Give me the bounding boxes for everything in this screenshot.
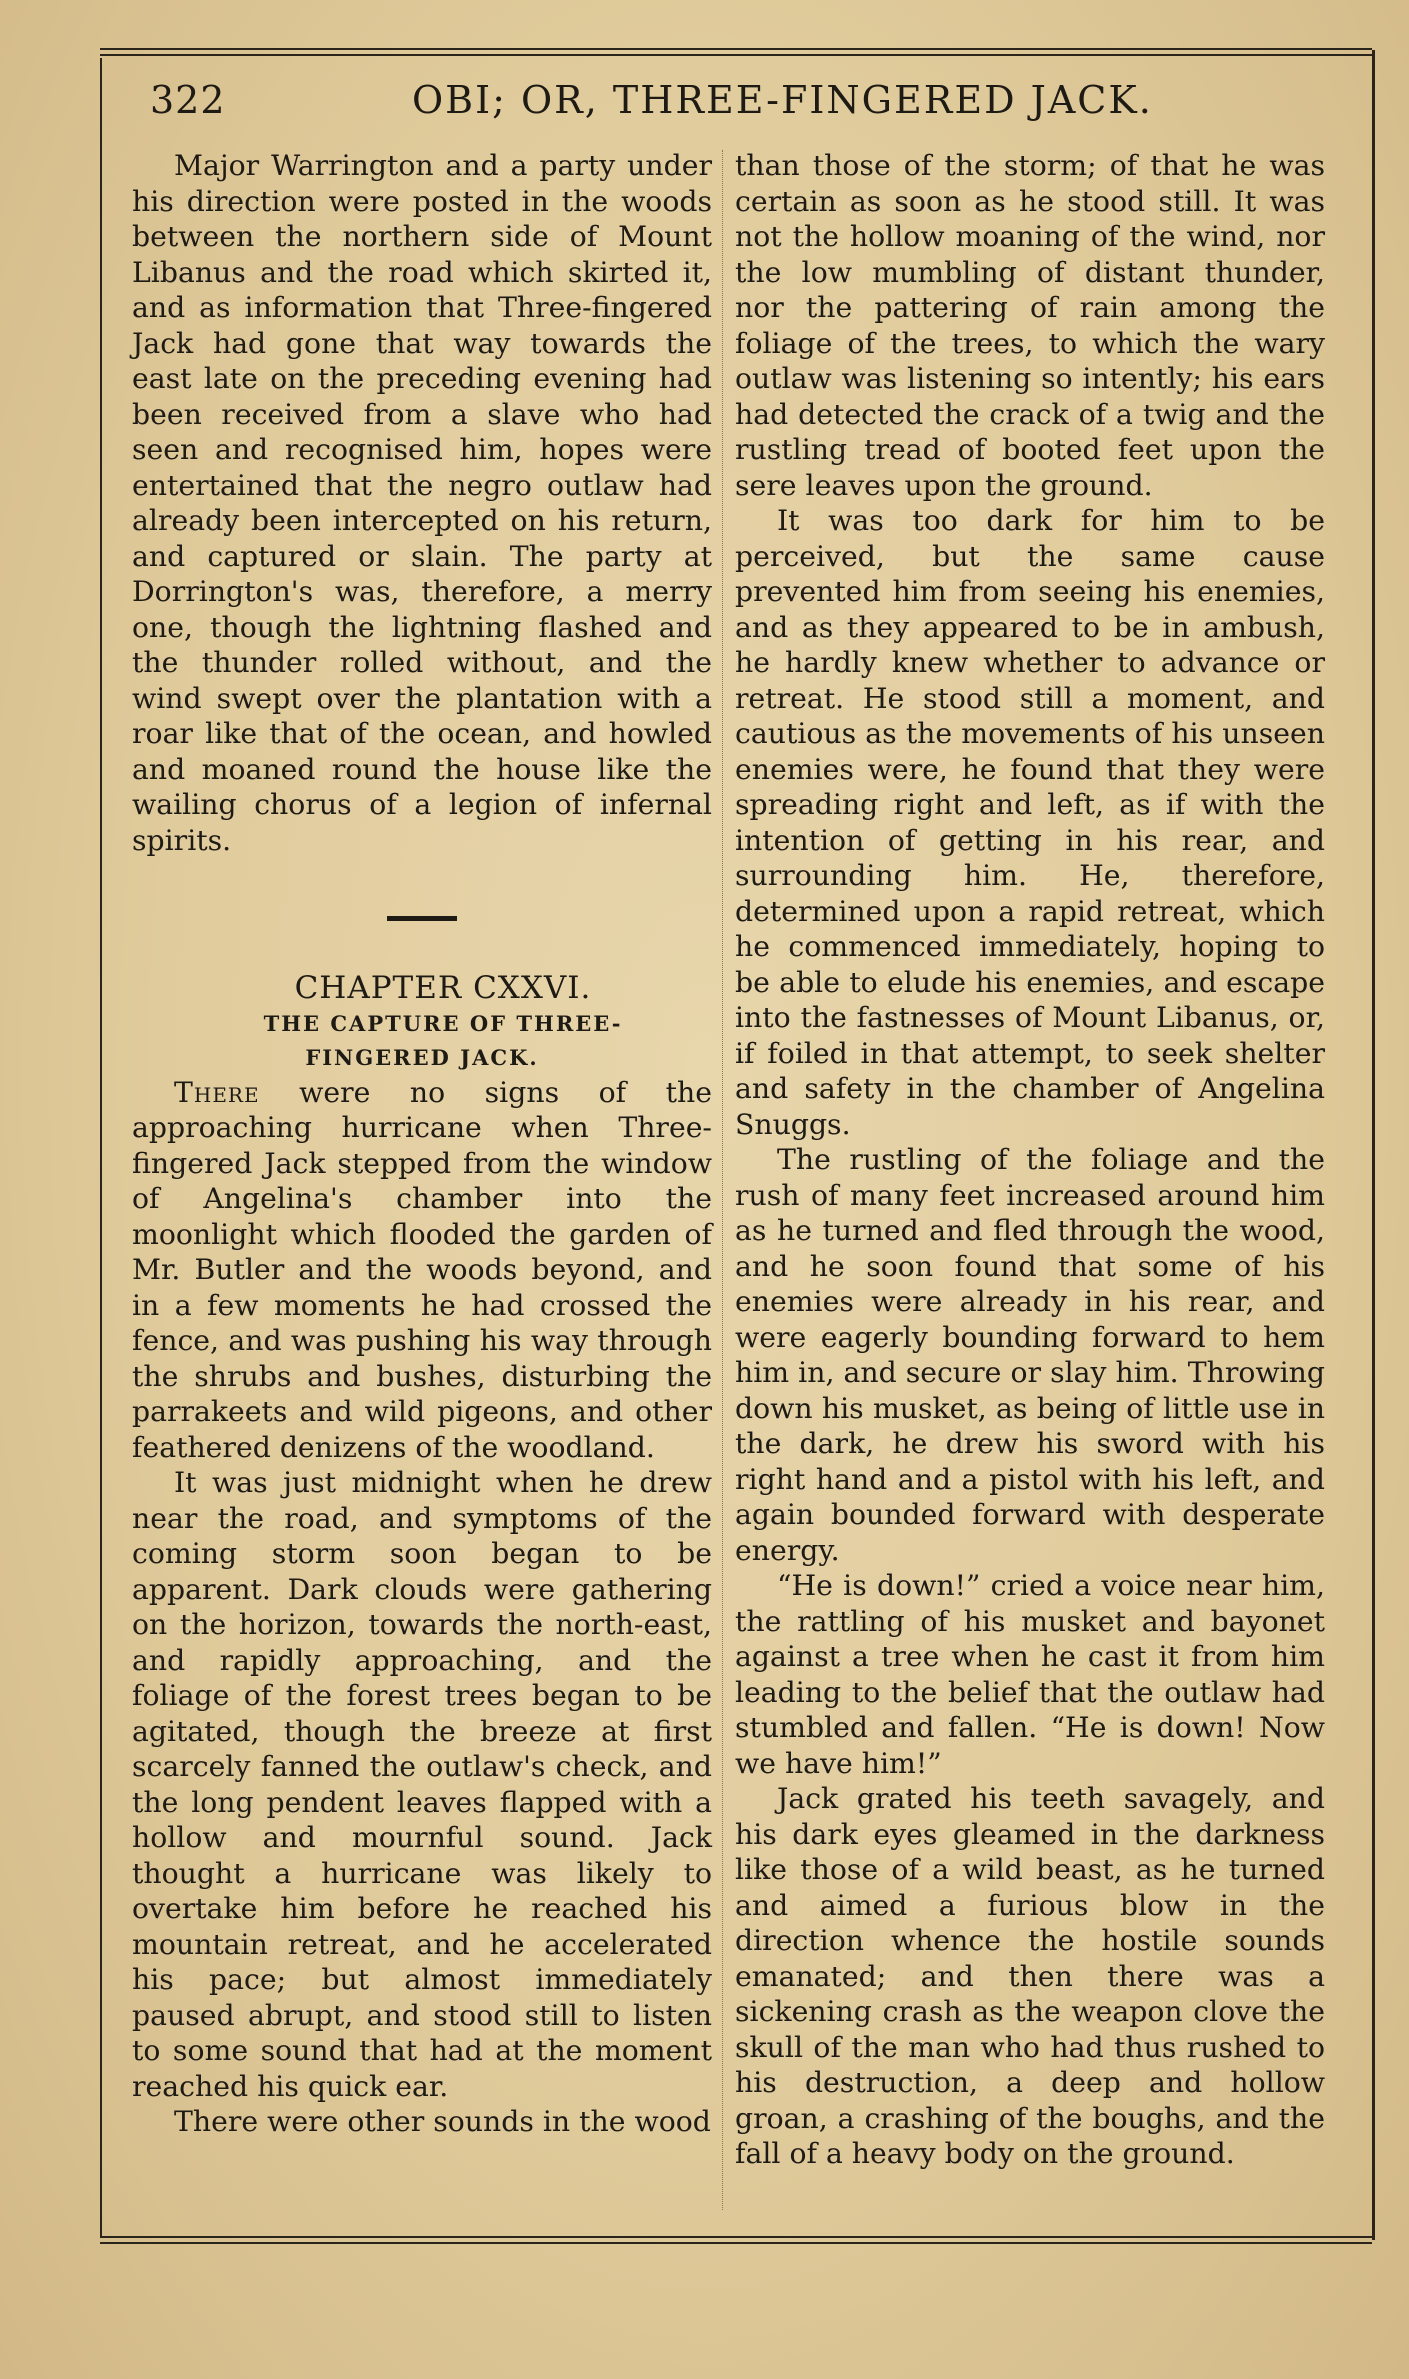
left-paragraph-2 <box>132 1075 712 1466</box>
paragraph-lead-word: There <box>174 1075 260 1109</box>
running-title: OBI; OR, THREE-FINGERED JACK. <box>412 78 1153 122</box>
right-paragraph-continued: than those of the storm; of that he was certain as soon as he stood still. It was not the hollow moaning of the wind, nor the low mumbling of distant thunder, nor the pattering of rain among the foliage of the trees, to which the wary outlaw was listening so intently; his ears had detected the crack of a twig and the rustling tread of booted feet upon the sere leaves upon the ground. <box>735 149 1325 502</box>
right-paragraph-3: The rustling of the foliage and the rush of many feet increased around him as he turned and fled through the wood, and he soon found that some of his enemies were already in his rear, and were eagerly bounding forward to hem him in, and secure or slay him. Throwing down his musket, as being of little use in the dark, he drew his sword with his right hand and a pistol with his left, and again bounded forward with desperate energy. <box>735 1143 1325 1567</box>
top-border-rule-inner <box>100 54 1372 56</box>
page-number: 322 <box>150 78 226 122</box>
right-border-rule <box>1372 50 1375 2240</box>
right-paragraph-2: It was too dark for him to be perceived, but the same cause prevented him from seeing his enemies, and as they appeared to be in ambush, he hardly knew whether to advance or retreat. He stood still a moment, and cautious as the movements of his unseen enemies were, he found that they were spreading right and left, as if with the intention of getting in his rear, and surrounding him. He, therefore, determined upon a rapid retreat, which he commenced immediately, hoping to be able to elude his enemies, and escape into the fastnesses of Mount Libanus, or, if foiled in that attempt, to seek shelter and safety in the chamber of Angelina Snuggs. <box>735 504 1325 1141</box>
page-header <box>150 70 1330 140</box>
column-divider <box>722 150 723 2210</box>
right-column <box>735 148 1325 2172</box>
left-paragraph-4: There were other sounds in the wood <box>174 2105 711 2138</box>
paragraph-2-text: were no signs of the approaching hurricane when Three-fingered Jack stepped from the window of Angelina's chamber into the moonlight which flooded the garden of Mr. Butler and the woods beyond, and in a few moments he had crossed the fence, and was pushing his way through the shrubs and bushes, disturbing the parrakeets and wild pigeons, and other feathered denizens of the woodland. <box>132 1075 712 1464</box>
left-column <box>132 148 712 2140</box>
left-paragraph-3: It was just midnight when he drew near the road, and symptoms of the coming storm soon began to be apparent. Dark clouds were gathering on the horizon, towards the north-east, and rapidly approaching, and the foliage of the forest trees began to be agitated, though the breeze at first scarcely fanned the outlaw's check, and the long pendent leaves flapped with a hollow and mournful sound. Jack thought a hurricane was likely to overtake him before he reached his mountain retreat, and he accelerated his pace; but almost immediately paused abrupt, and stood still to listen to some sound that had at the moment reached his quick ear. <box>132 1466 712 2103</box>
chapter-title: THE CAPTURE OF THREE-FINGERED JACK. <box>263 1010 623 1070</box>
left-paragraph-1: Major Warrington and a party under his direction were posted in the woods between the northern side of Mount Libanus and the road which skirted it, and as information that Three-fingered Jack had gone that way towards the east late on the preceding evening had been received from a slave who had seen and recognised him, hopes were entertained that the negro outlaw had already been intercepted on his return, and captured or slain. The party at Dorrington's was, therefore, a merry one, though the lightning flashed and the thunder rolled without, and the wind swept over the plantation with a roar like that of the ocean, and howled and moaned round the house like the wailing chorus of a legion of infernal spirits. <box>132 149 712 857</box>
chapter-number: CHAPTER CXXVI. <box>294 970 592 1006</box>
right-paragraph-5: Jack grated his teeth savagely, and his dark eyes gleamed in the darkness like those of a wild beast, as he turned and aimed a furious blow in the direction whence the hostile sounds emanated; and then there was a sickening crash as the weapon clove the skull of the man who had thus rushed to his destruction, a deep and hollow groan, a crashing of the boughs, and the fall of a heavy body on the ground. <box>735 1782 1325 2170</box>
bottom-border-rule-inner <box>100 2242 1372 2244</box>
bottom-border-rule <box>100 2236 1372 2238</box>
right-paragraph-4: “He is down!” cried a voice near him, the rattling of his musket and bayonet against a tree when he cast it from him leading to the belief that the outlaw had stumbled and fallen. “He is down! Now we have him!” <box>735 1569 1325 1780</box>
section-rule <box>387 916 457 921</box>
top-border-rule <box>100 48 1372 50</box>
left-border-rule <box>100 58 102 2238</box>
